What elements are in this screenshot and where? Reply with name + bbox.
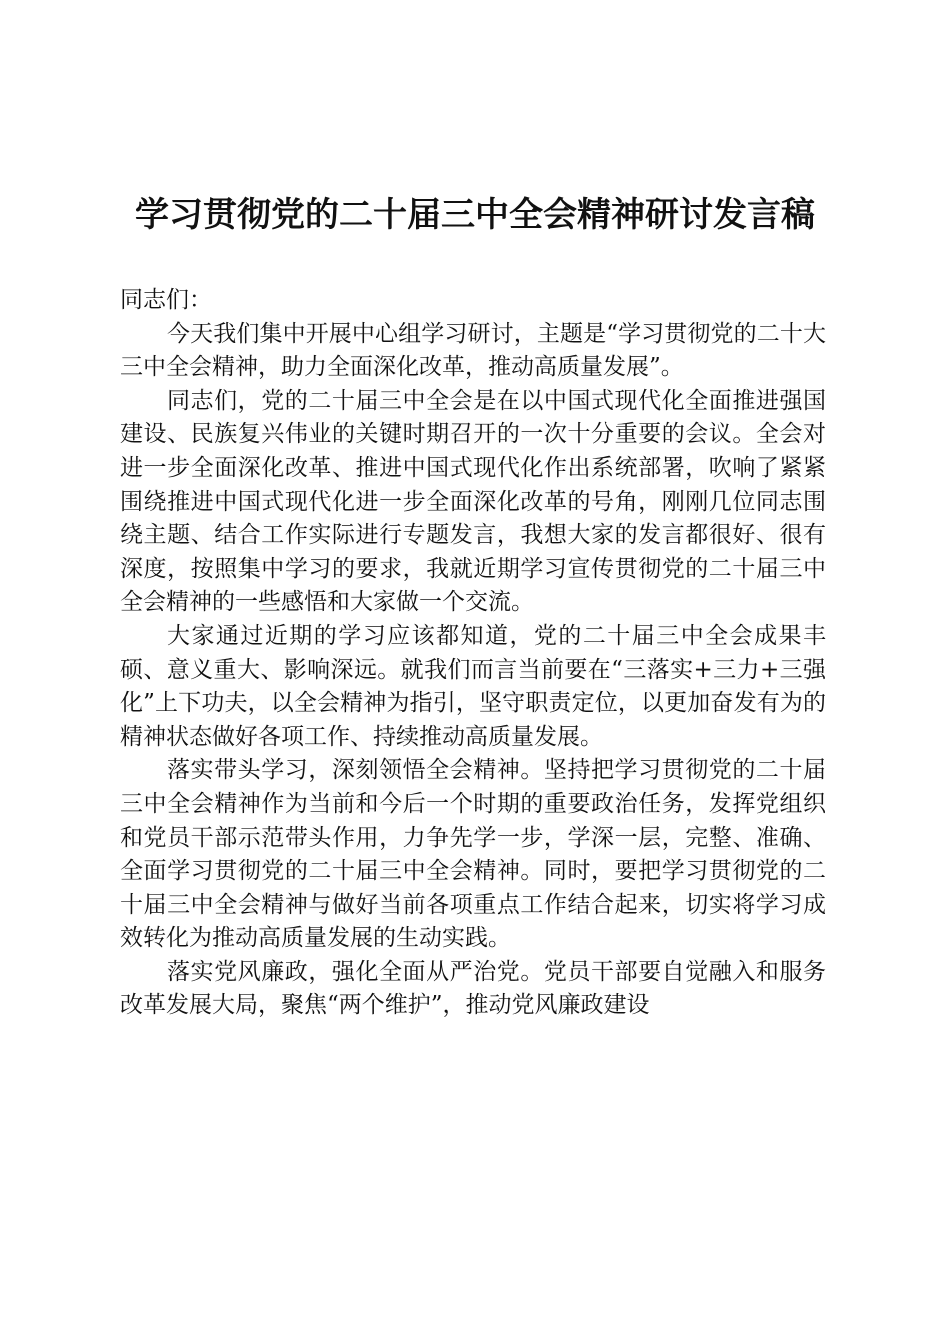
paragraph-party-conduct: 落实党风廉政，强化全面从严治党。党员干部要自觉融入和服务改革发展大局，聚焦“两个维护”，推动党风廉政建设 xyxy=(120,958,826,1019)
document-title: 学习贯彻党的二十届三中全会精神研讨发言稿 xyxy=(135,195,815,235)
document-body xyxy=(120,284,826,1023)
paragraph-intro: 今天我们集中开展中心组学习研讨，主题是“学习贯彻党的二十大三中全会精神，助力全面深化改革，推动高质量发展”。 xyxy=(120,320,826,381)
salutation: 同志们： xyxy=(120,287,212,313)
paragraph-plenum-significance: 同志们，党的二十届三中全会是在以中国式现代化全面推进强国建设、民族复兴伟业的关键时期召开的一次十分重要的会议。全会对进一步全面深化改革、推进中国式现代化作出系统部署，吹响了紧紧围绕推进中国式现代化进一步全面深化改革的号角，刚刚几位同志围绕主题、结合工作实际进行专题发言，我想大家的发言都很好、很有深度，按照集中学习的要求，我就近期学习宣传贯彻党的二十届三中全会精神的一些感悟和大家做一个交流。 xyxy=(120,387,826,616)
paragraph-lead-study: 落实带头学习，深刻领悟全会精神。坚持把学习贯彻党的二十届三中全会精神作为当前和今后一个时期的重要政治任务，发挥党组织和党员干部示范带头作用，力争先学一步，学深一层，完整、准确、全面学习贯彻党的二十届三中全会精神。同时，要把学习贯彻党的二十届三中全会精神与做好当前各项重点工作结合起来，切实将学习成效转化为推动高质量发展的生动实践。 xyxy=(120,757,826,952)
paragraph-three-implementations: 大家通过近期的学习应该都知道，党的二十届三中全会成果丰硕、意义重大、影响深远。就我们而言当前要在“三落实+三力+三强化”上下功夫，以全会精神为指引，坚守职责定位，以更加奋发有为的精神状态做好各项工作、持续推动高质量发展。 xyxy=(120,622,826,750)
